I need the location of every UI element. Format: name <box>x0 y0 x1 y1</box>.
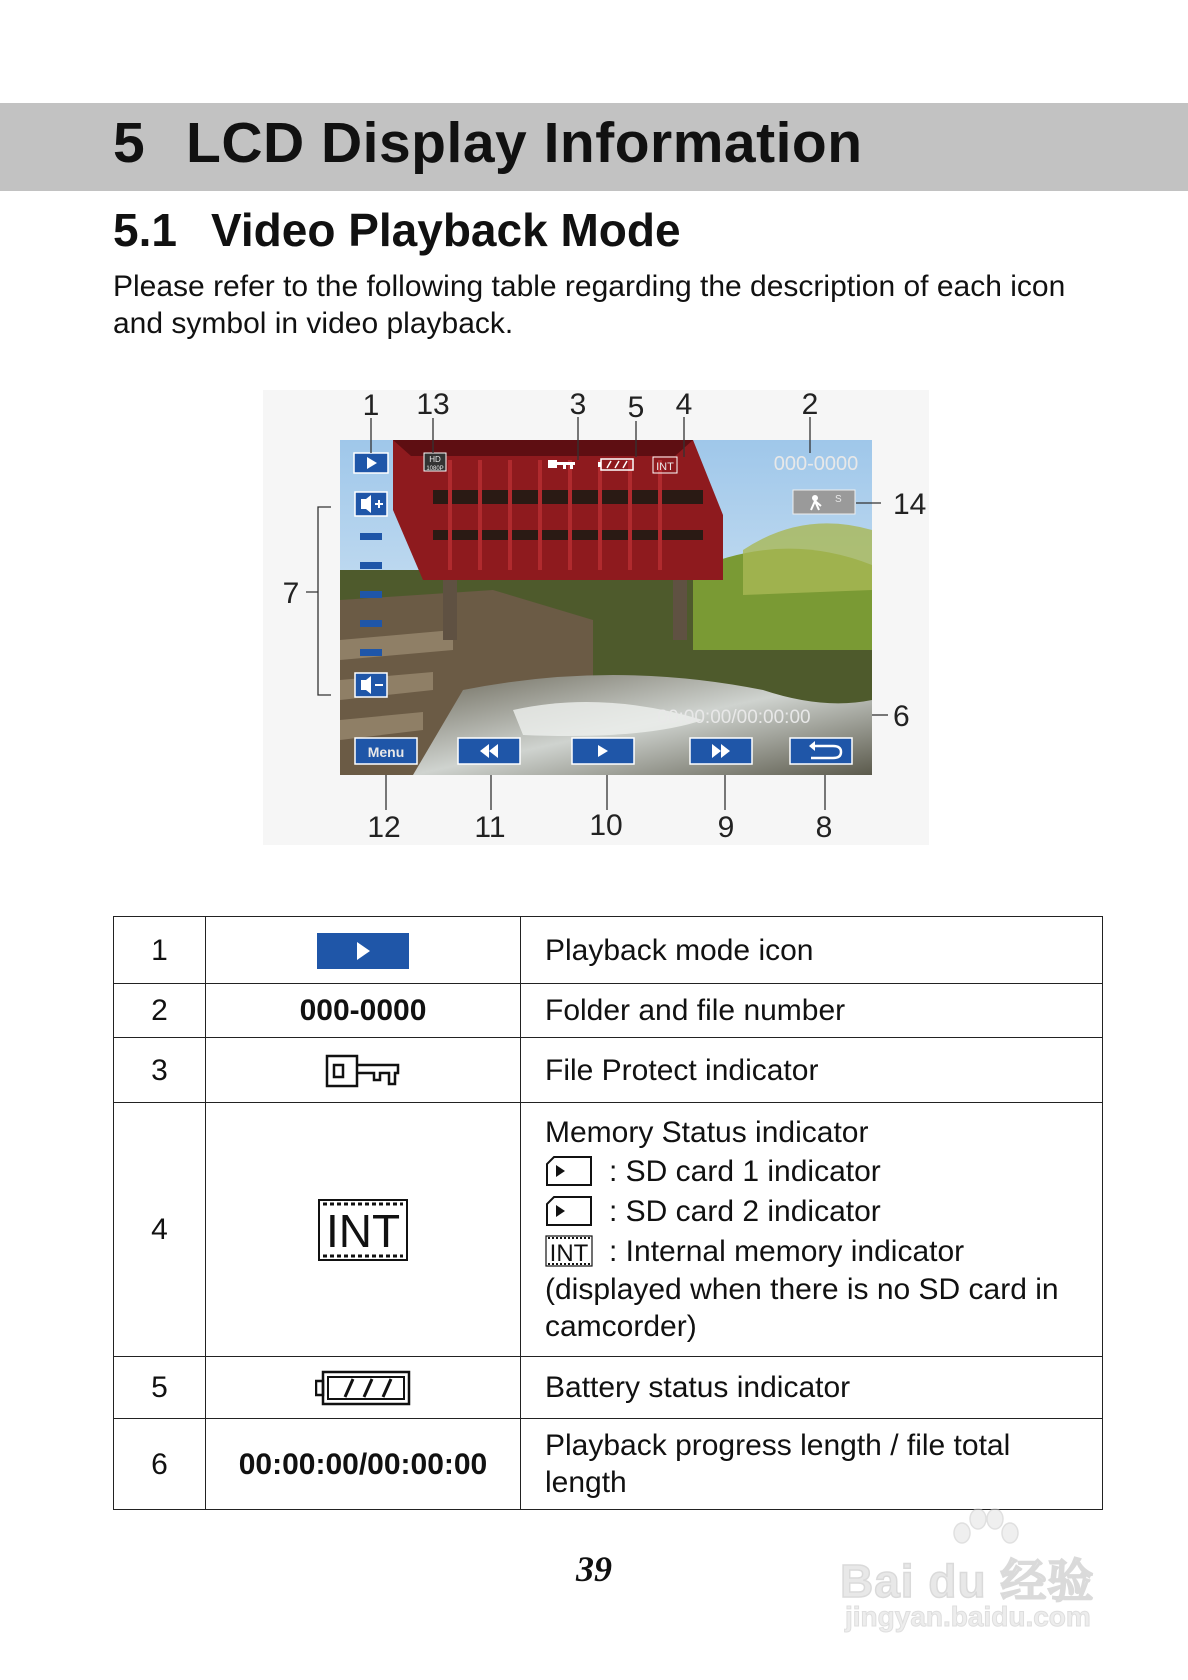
osd-return-button <box>790 738 852 764</box>
callout-5: 5 <box>627 391 645 424</box>
callout-14: 14 <box>893 488 927 521</box>
memory-note: (displayed when there is no SD card in camcorder) <box>545 1273 1059 1343</box>
watermark <box>840 1505 1130 1635</box>
osd-hd-icon <box>424 453 446 472</box>
row-description: Folder and file number <box>521 984 1103 1038</box>
int-small-label: INT <box>549 1240 589 1267</box>
table-row <box>114 1038 1103 1103</box>
callout-12: 12 <box>367 811 401 844</box>
svg-text:S: S <box>835 494 842 505</box>
file-number-sample: 000-0000 <box>206 984 521 1038</box>
sd-card-1-line <box>545 1151 1092 1191</box>
row-number: 2 <box>114 984 206 1038</box>
section-title <box>113 203 681 257</box>
playback-mode-icon <box>316 932 410 970</box>
callout-1: 1 <box>362 390 380 422</box>
row-description: Playback mode icon <box>521 917 1103 984</box>
row-description: Playback progress length / file total length <box>521 1419 1103 1510</box>
table-row <box>114 1419 1103 1510</box>
watermark-brand: Bai du 经验 <box>840 1555 1095 1607</box>
osd-progress: 00:00:00/00:00:00 <box>657 707 811 728</box>
callout-3: 3 <box>569 390 587 421</box>
osd-hd-label: HD <box>429 455 441 464</box>
key-protect-icon <box>325 1052 401 1090</box>
osd-int-label: INT <box>656 461 674 473</box>
callout-8: 8 <box>815 811 833 844</box>
row-description: File Protect indicator <box>521 1038 1103 1103</box>
callout-9: 9 <box>717 811 735 844</box>
osd-volume-up-icon <box>355 492 387 516</box>
internal-memory-label: : Internal memory indicator <box>609 1234 965 1268</box>
table-row <box>114 1357 1103 1419</box>
osd-hd-sub-label: 1080P <box>426 466 444 472</box>
chapter-number: 5 <box>113 111 146 175</box>
osd-volume-down-icon <box>355 673 387 697</box>
table-row <box>114 984 1103 1038</box>
row-description: Memory Status indicator <box>545 1116 869 1149</box>
table-row <box>114 1103 1103 1357</box>
progress-sample: 00:00:00/00:00:00 <box>206 1419 521 1510</box>
int-memory-icon <box>545 1234 593 1268</box>
osd-stabilizer-icon <box>793 490 855 514</box>
osd-file-number: 000-0000 <box>773 453 859 475</box>
row-number: 1 <box>114 917 206 984</box>
callout-11: 11 <box>474 811 506 844</box>
internal-memory-line <box>545 1231 1092 1271</box>
chapter-title <box>113 110 863 176</box>
int-memory-icon <box>317 1196 409 1264</box>
section-title-text: Video Playback Mode <box>211 204 681 256</box>
callout-4: 4 <box>675 390 693 421</box>
row-number: 3 <box>114 1038 206 1103</box>
sd-card-icon <box>545 1195 593 1227</box>
callout-13: 13 <box>416 390 450 421</box>
page-number: 39 <box>576 1549 612 1589</box>
osd-menu-label: Menu <box>367 744 405 760</box>
chapter-title-text: LCD Display Information <box>186 111 863 175</box>
callout-2: 2 <box>801 390 819 421</box>
osd-menu-button <box>355 738 417 764</box>
section-number: 5.1 <box>113 204 177 256</box>
table-row <box>114 917 1103 984</box>
sd-card-1-label: : SD card 1 indicator <box>609 1154 881 1188</box>
callout-10: 10 <box>589 809 623 842</box>
callout-6: 6 <box>893 700 910 733</box>
sd-card-2-label: : SD card 2 indicator <box>609 1194 881 1228</box>
battery-icon <box>315 1369 411 1407</box>
row-number: 6 <box>114 1419 206 1510</box>
icon-legend-table <box>113 916 1103 1510</box>
osd-rewind-button <box>458 738 520 764</box>
watermark-url: jingyan.baidu.com <box>845 1601 1091 1632</box>
row-description: Battery status indicator <box>521 1357 1103 1419</box>
lcd-diagram <box>263 390 929 845</box>
sd-card-2-line <box>545 1191 1092 1231</box>
osd-play-button <box>572 738 634 764</box>
int-icon-label: INT <box>325 1204 401 1257</box>
intro-paragraph: Please refer to the following table regarding the description of each icon and symbol in video playback. <box>113 270 1066 340</box>
row-number: 5 <box>114 1357 206 1419</box>
osd-playback-mode-icon <box>354 453 388 473</box>
osd-forward-button <box>690 738 752 764</box>
callout-7: 7 <box>282 577 300 610</box>
row-number: 4 <box>114 1103 206 1357</box>
sd-card-icon <box>545 1155 593 1187</box>
